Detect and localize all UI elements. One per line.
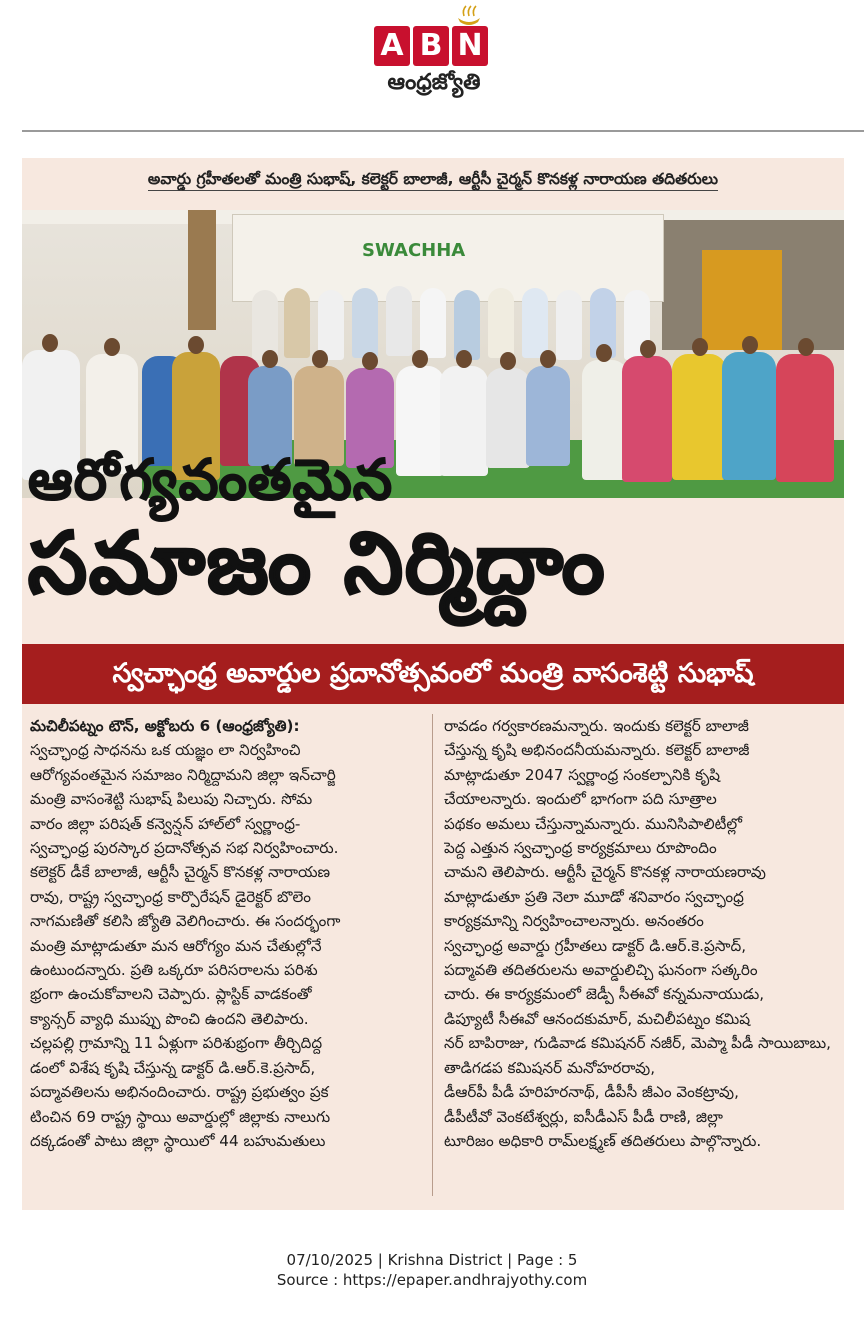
- photo-caption: అవార్డు గ్రహీతలతో మంత్రి సుభాష్, కలెక్టర్ బాలాజీ, ఆర్టీసీ చైర్మన్ కొనకళ్ల నారాయణ తదితరులు: [22, 170, 844, 192]
- article-column-left: [30, 714, 422, 1153]
- text-line: రావడం గర్వకారణమన్నారు. ఇందుకు కలెక్టర్ బాలాజీ: [444, 717, 749, 735]
- logo-subtitle: ఆంధ్రజ్యోతి: [387, 70, 481, 95]
- text-line: డంలో విశేష కృషి చేస్తున్న డాక్టర్ డి.ఆర్.కె.ప్రసాద్,: [30, 1058, 316, 1077]
- text-line: ఆరోగ్యవంతమైన సమాజం నిర్మిద్దామని జిల్లా ఇన్‌చార్జి: [30, 765, 336, 784]
- text-line: పద్మావతిలను అభినందించారు. రాష్ట్ర ప్రభుత్వం ప్రక: [30, 1083, 329, 1102]
- text-line: కార్యక్రమాన్ని నిర్వహించాలన్నారు. అనంతరం: [444, 912, 704, 931]
- headline-line-2: సమాజం నిర్మిద్దాం: [28, 514, 607, 612]
- text-line: టించిన 69 రాష్ట్ర స్థాయి అవార్డుల్లో జిల్లాకు నాలుగు: [30, 1107, 331, 1126]
- text-line: డీపీటీవో వెంకటేశ్వర్లు, ఐసీడీఎస్ పీడీ రాణి, జిల్లా: [444, 1107, 723, 1126]
- text-line: టూరిజం అధికారి రామ్‌లక్ష్మణ్ తదితరులు పాల్గొన్నారు.: [444, 1131, 762, 1150]
- article-clipping: [22, 158, 844, 1210]
- text-line: వారం జిల్లా పరిషత్ కన్వెన్షన్ హాల్‌లో స్వర్ణాంధ్ర-: [30, 814, 301, 833]
- column-divider: [432, 714, 433, 1196]
- text-line: క్యాన్సర్ వ్యాధి ముప్పు పొంచి ఉందని తెలిపారు.: [30, 1009, 309, 1028]
- text-line: స్వచ్ఛాంధ్ర అవార్డు గ్రహీతలు డాక్టర్ డి.ఆర్.కె.ప్రసాద్,: [444, 936, 747, 955]
- text-line: చేస్తున్న కృషి అభినందనీయమన్నారు. కలెక్టర్ బాలాజీ: [444, 741, 750, 760]
- text-line: పెద్ద ఎత్తున స్వచ్ఛాంధ్ర కార్యక్రమాలు రూపొందిం: [444, 839, 717, 858]
- page-footer: [0, 1250, 864, 1290]
- text-line: డిప్యూటీ సీఈవో ఆనందకుమార్, మచిలీపట్నం కమిష: [444, 1009, 751, 1028]
- text-line: దక్కడంతో పాటు జిల్లా స్థాయిలో 44 బహుమతులు: [30, 1131, 326, 1150]
- text-line: మాట్లాడుతూ 2047 స్వర్ణాంధ్ర సంకల్పానికి కృషి: [444, 765, 720, 784]
- text-line: భ్రంగా ఉంచుకోవాలని చెప్పారు. ప్లాస్టిక్ వాడకంతో: [30, 985, 312, 1004]
- source-link[interactable]: Source : https://epaper.andhrajyothy.com: [276, 1271, 588, 1289]
- headline: [22, 448, 844, 640]
- text-line: చల్లపల్లి గ్రామాన్ని 11 ఏళ్లుగా పరిశుభ్రంగా తీర్చిదిద్ద: [30, 1034, 323, 1053]
- text-line: చారు. ఈ కార్యక్రమంలో జెడ్పీ సీఈవో కన్నమనాయుడు,: [444, 985, 765, 1004]
- text-line: మంత్రి వాసంశెట్టి సుభాష్ పిలుపు నిచ్చారు. సోమ: [30, 790, 313, 809]
- text-line: స్వచ్ఛాంధ్ర సాధనను ఒక యజ్ఞం లా నిర్వహించి: [30, 741, 301, 760]
- text-line: మంత్రి మాట్లాడుతూ మన ఆరోగ్యం మన చేతుల్లోనే: [30, 936, 322, 955]
- abn-logo: [374, 26, 492, 68]
- text-line: చేయాలన్నారు. ఇందులో భాగంగా పది సూత్రాల: [444, 790, 717, 809]
- text-line: కలెక్టర్ డీకే బాలాజీ, ఆర్టీసీ చైర్మన్ కొనకళ్ల నారాయణ: [30, 863, 331, 882]
- edition-info: 07/10/2025 | Krishna District | Page : 5: [286, 1251, 578, 1269]
- cup-icon: [454, 4, 484, 28]
- text-line: చామని తెలిపారు. ఆర్టీసీ చైర్మన్ కొనకళ్ల నారాయణరావు: [444, 863, 766, 882]
- article-column-right: [444, 714, 836, 1153]
- headline-line-1: ఆరోగ్యవంతమైన: [28, 448, 394, 513]
- subheadline: స్వచ్ఛాంధ్ర అవార్డుల ప్రదానోత్సవంలో మంత్రి వాసంశెట్టి సుభాష్: [22, 644, 844, 704]
- text-line: స్వచ్ఛాంధ్ర పురస్కార ప్రదానోత్సవ సభ నిర్వహించారు.: [30, 839, 339, 858]
- text-line: నర్ బాపిరాజు, గుడివాడ కమిషనర్ నజీర్, మెప్మా పీడీ సాయిబాబు,: [444, 1034, 831, 1053]
- logo-letter: A: [374, 26, 410, 66]
- logo-letter: N: [452, 26, 488, 66]
- header-divider: [22, 130, 864, 132]
- text-line: పథకం అమలు చేస్తున్నామన్నారు. మునిసిపాలిటీల్లో: [444, 814, 742, 833]
- text-line: తాడిగడప కమిషనర్ మనోహరరావు,: [444, 1058, 656, 1077]
- logo-letter: B: [413, 26, 449, 66]
- text-line: డీఆర్‌పీ పీడీ హరిహరనాథ్, డీపీసీ జీఎం వెంకట్రావు,: [444, 1083, 739, 1102]
- stage-banner-text: SWACHHA: [362, 240, 466, 261]
- text-line: ఉంటుందన్నారు. ప్రతి ఒక్కరూ పరిసరాలను పరిశు: [30, 961, 318, 980]
- masthead: [0, 0, 864, 130]
- dateline: మచిలీపట్నం టౌన్, అక్టోబరు 6 (ఆంధ్రజ్యోతి):: [30, 717, 300, 735]
- text-line: పద్మావతి తదితరులను అవార్డులిచ్చి ఘనంగా సత్కరిం: [444, 961, 758, 980]
- text-line: మాట్లాడుతూ ప్రతి నెలా మూడో శనివారం స్వచ్ఛాంధ్ర: [444, 887, 744, 906]
- text-line: రావు, రాష్ట్ర స్వచ్ఛాంధ్ర కార్పొరేషన్ డైరెక్టర్ బొలెం: [30, 887, 311, 906]
- text-line: నాగమణితో కలిసి జ్యోతి వెలిగించారు. ఈ సందర్భంగా: [30, 912, 341, 931]
